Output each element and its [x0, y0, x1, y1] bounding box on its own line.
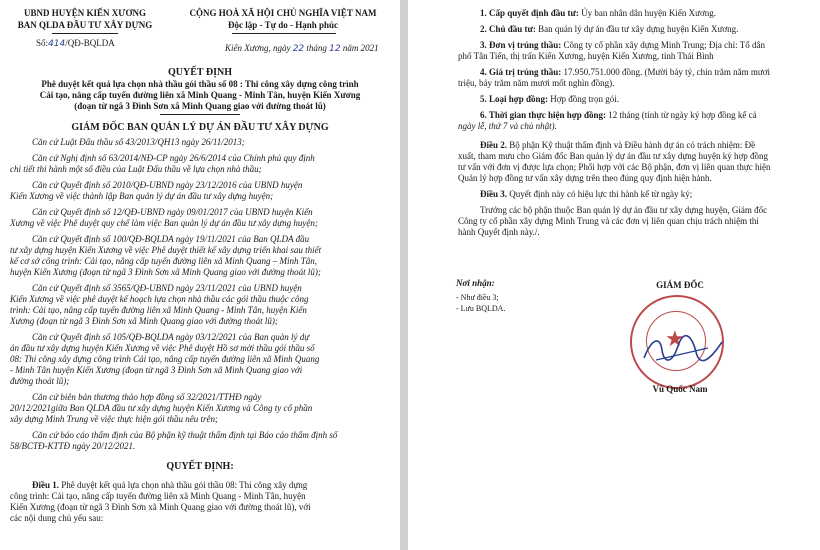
item-line: 3. Đơn vị trúng thầu: Công ty cổ phần xây dựng Minh Trung; Địa chỉ: Tổ dân — [480, 40, 765, 50]
article-3-line: hành Quyết định này./. — [458, 227, 540, 237]
basis-line: Kiến Xương về việc phê duyệt kế hoạch lựa chọn nhà thầu các gói thầu thuộc công — [10, 294, 309, 304]
article-1-line: Điều 1. Phê duyệt kết quả lựa chọn nhà thầu gói thầu 08: Thi công xây dựng — [32, 480, 308, 490]
basis-line: - Minh Tân huyện Kiến Xương (đoạn từ ngã 3 Đình Sơn xã Minh Quang giao với — [10, 365, 303, 375]
basis-line: án đầu tư xây dựng huyện Kiến Xương về việc Phê duyệt Hồ sơ mời thầu gói thầu số — [10, 343, 315, 353]
recipient-line: - Lưu BQLDA. — [456, 304, 506, 313]
signer-title: GIÁM ĐỐC — [656, 280, 704, 290]
basis-line: Căn cứ Quyết định số 2010/QĐ-UBND ngày 23/12/2016 của UBND huyện — [32, 180, 303, 190]
motto: Độc lập - Tự do - Hạnh phúc — [227, 20, 338, 30]
article-1-line: các nội dung chủ yếu sau: — [10, 513, 104, 523]
recipients-title: Nơi nhận: — [456, 278, 495, 288]
basis-line: Căn cứ Quyết định số 105/QĐ-BQLDA ngày 03/12/2021 của Ban quản lý dự — [32, 332, 310, 342]
item-line: 6. Thời gian thực hiện hợp đồng: 12 tháng (tính từ ngày ký hợp đồng kể cả — [480, 110, 757, 120]
article-1-line: Kiến Xương (đoạn từ ngã 3 Đình Sơn xã Minh Quang giao với đường thoát lũ), với — [10, 502, 311, 512]
basis-line: Căn cứ Quyết định số 12/QĐ-UBND ngày 09/01/2017 của UBND huyện Kiến — [32, 207, 313, 217]
basis-line: Xương (đoạn từ ngã 3 Đình Sơn xã Minh Quang giao với đường thoát lũ); — [10, 316, 278, 326]
item-line: ngày lễ, thứ 7 và chủ nhật). — [458, 121, 557, 131]
org-line2: BAN QLDA ĐẦU TƯ XÂY DỰNG — [17, 20, 153, 30]
document-title: QUYẾT ĐỊNH — [168, 67, 232, 78]
item-line: phố Tân Tiến, thị trấn Kiến Xương, huyện Kiến Xương, tỉnh Thái Bình — [458, 51, 714, 61]
article-3-line: Công ty cổ phần xây dựng Minh Trung và các đơn vị liên quan chịu trách nhiệm thi — [458, 216, 759, 226]
basis-line: huyện Kiến Xương (đoạn từ ngã 3 Đình Sơn xã Minh Quang giao với đường thoát lũ); — [10, 267, 321, 277]
seal-star-icon: ★ — [665, 327, 685, 352]
basis-line: Xương về việc Phê duyệt quy chế làm việc Ban quản lý dự án đầu tư xây dựng huyện; — [10, 218, 318, 228]
item-line: 5. Loại hợp đồng: Hợp đồng trọn gói. — [480, 94, 620, 104]
basis-line: 20/12/2021giữa Ban QLDA đầu tư xây dựng huyện Kiến Xương và Công ty cổ phần — [10, 403, 313, 413]
article-2-line: Điều 2. Bộ phận Kỹ thuật thẩm định và Điều hành dự án có trách nhiệm: Đề — [480, 140, 756, 150]
article-3-line: Điều 3. Quyết định này có hiệu lực thi hành kể từ ngày ký; — [480, 189, 693, 199]
article-2-line: xuất, tham mưu cho Giám đốc Ban quản lý dự án đầu tư xây dựng huyện ký hợp đồng — [458, 151, 768, 161]
basis-line: Căn cứ Luật Đấu thầu số 43/2013/QH13 ngày 26/11/2013; — [32, 137, 245, 147]
article-2-line: Quản lý hợp đồng tư vấn xây dựng trên theo đúng quy định hiện hành. — [458, 173, 712, 183]
basis-line: tư xây dựng huyện Kiến Xương về việc Phê duyệt thiết kế xây dựng triển khai sau thiết — [10, 245, 322, 255]
basis-line: kế cơ sở công trình: Cải tạo, nâng cấp tuyến đường liên xã Minh Quang – Minh Tân, — [10, 256, 318, 266]
page-left — [0, 0, 400, 550]
org-underline — [52, 33, 118, 34]
doc-number: Số:414/QĐ-BQLDA — [36, 38, 115, 49]
subject-line-3: (đoạn từ ngã 3 Đình Sơn xã Minh Quang giao với đường thoát lũ) — [74, 101, 326, 111]
basis-line: Căn cứ Quyết định số 3565/QĐ-UBND ngày 23/11/2021 của UBND huyện — [32, 283, 302, 293]
item-line: 1. Cấp quyết định đầu tư: Ủy ban nhân dân huyện Kiến Xương. — [480, 8, 717, 18]
decides-heading: QUYẾT ĐỊNH: — [166, 461, 234, 472]
basis-line: Căn cứ biên bản thương thảo hợp đồng số 32/2021/TTHĐ ngày — [32, 392, 262, 402]
recipient-line: - Như điều 3; — [456, 293, 499, 302]
basis-line: 58/BCTĐ-KTTĐ ngày 20/12/2021. — [10, 441, 136, 451]
basis-line: xây dựng Minh Trung về việc thực hiện gói thầu nêu trên; — [10, 414, 219, 424]
basis-line: đường thoát lũ); — [10, 376, 70, 386]
subject-underline — [160, 114, 240, 115]
article-2-line: tư vấn với đơn vị được lựa chọn; Phối hợp với các Bộ phận, đơn vị liên quan thực hiện — [458, 162, 771, 172]
issue-date: Kiến Xương, ngày 22 tháng 12 năm 2021 — [225, 43, 379, 54]
org-line1: UBND HUYỆN KIẾN XƯƠNG — [24, 8, 146, 18]
basis-line: Kiến Xương về việc thành lập Ban quản lý dự án đầu tư xây dựng huyện; — [10, 191, 274, 201]
item-line: 4. Giá trị trúng thầu: 17.950.751.000 đồng. (Mười bảy tỷ, chín trăm năm mươi — [480, 67, 771, 77]
article-1-line: công trình: Cải tạo, nâng cấp tuyến đường liên xã Minh Quang - Minh Tân, huyện — [10, 491, 306, 501]
motto-underline — [232, 33, 336, 34]
basis-line: 08: Thi công xây dựng công trình Cải tạo, nâng cấp tuyến đường liên xã Minh Quang — [10, 354, 320, 364]
basis-line: Căn cứ Quyết định số 100/QĐ-BQLDA ngày 19/11/2021 của Ban QLDA đầu — [32, 234, 310, 244]
page-gutter — [400, 0, 408, 550]
subject-line-2: Cải tạo, nâng cấp tuyến đường liên xã Minh Quang - Minh Tân, huyện Kiến Xương — [39, 90, 361, 100]
page-right — [408, 0, 820, 550]
article-3-line: Trưởng các bộ phận thuộc Ban quản lý dự án đầu tư xây dựng huyện, Giám đốc — [480, 205, 768, 215]
signer-name: Vũ Quốc Nam — [652, 384, 708, 394]
item-line: 2. Chủ đầu tư: Ban quản lý dự án đầu tư xây dựng huyện Kiến Xương. — [480, 24, 739, 34]
item-line: triệu, bảy trăm năm mươi mốt nghìn đồng). — [458, 78, 615, 88]
subject-line-1: Phê duyệt kết quả lựa chọn nhà thầu gói thầu số 08 : Thi công xây dựng công trình — [41, 79, 359, 89]
basis-line: trình: Cải tạo, nâng cấp tuyến đường liên xã Minh Quang - Minh Tân, huyện Kiến — [10, 305, 307, 315]
basis-line: Căn cứ báo cáo thẩm định của Bộ phận kỹ thuật thẩm định tại Báo cáo thẩm định số — [32, 430, 338, 440]
signature — [638, 330, 728, 370]
basis-line: Căn cứ Nghị định số 63/2014/NĐ-CP ngày 26/6/2014 của Chính phủ quy định — [32, 153, 315, 163]
authority-heading: GIÁM ĐỐC BAN QUẢN LÝ DỰ ÁN ĐẦU TƯ XÂY DỰNG — [71, 122, 329, 133]
basis-line: chi tiết thi hành một số điều của Luật Đấu thầu về lựa chọn nhà thầu; — [10, 164, 262, 174]
nation-title: CỘNG HOÀ XÃ HỘI CHỦ NGHĨA VIỆT NAM — [189, 8, 377, 18]
